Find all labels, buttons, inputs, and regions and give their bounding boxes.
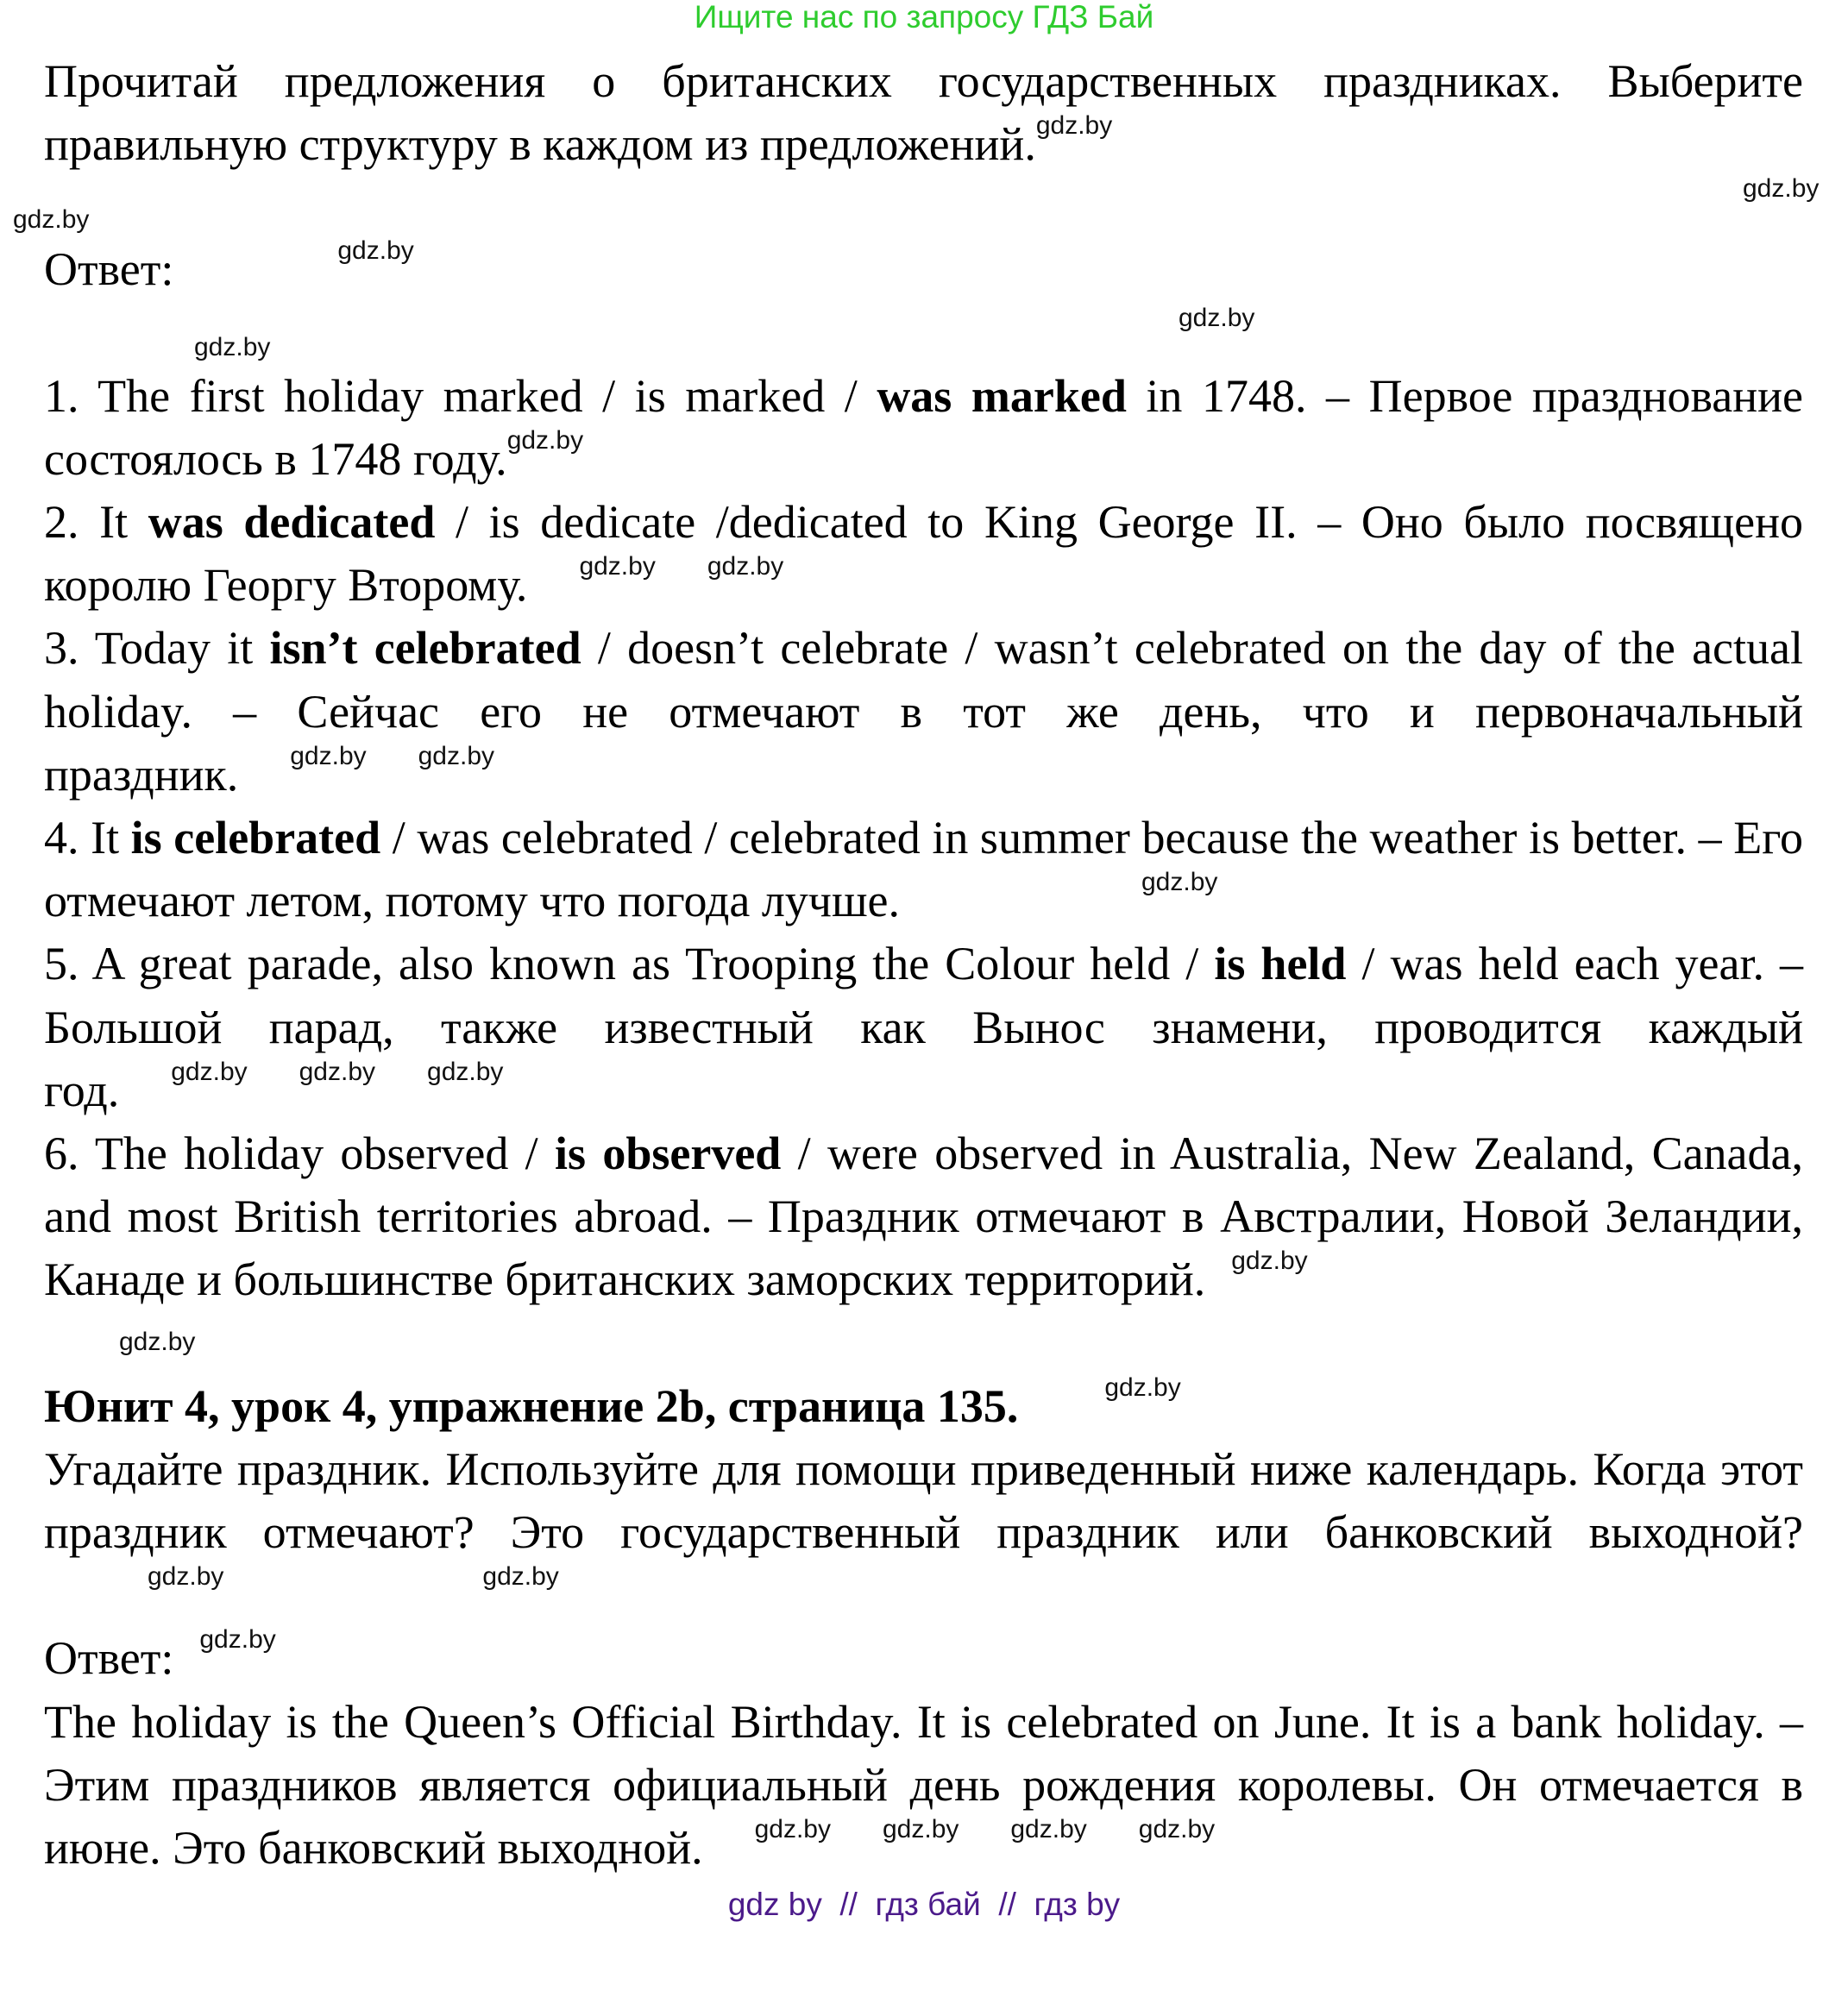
answer-item	[44, 1122, 1803, 1312]
item-text: 3. Today it	[44, 622, 270, 675]
task2-answer: The holiday is the Queen’s Official Birthday. It is celebrated on June. It is a bank holiday. – Этим праздников является официальный день рождения королевы. Он отмечается в июне. Это банковский выходной.	[44, 1695, 1803, 1875]
task1-answer-row	[44, 238, 1803, 301]
watermark: gdz.by	[148, 1562, 224, 1592]
item-text: 6. The holiday observed /	[44, 1127, 555, 1180]
item-correct: was dedicated	[148, 496, 436, 549]
item-text: 2. It	[44, 496, 148, 549]
item-text: / was celebrated / celebrated in summer because the weather is better. – Его отмечают летом, потому что погода лучше.	[44, 812, 1804, 927]
watermark: gdz.by	[579, 552, 656, 581]
page-content	[0, 50, 1820, 1880]
watermark: gdz.by	[290, 741, 367, 770]
watermark: gdz.by	[707, 552, 784, 581]
task2	[44, 1372, 1803, 1628]
watermark: gdz.by	[194, 332, 271, 361]
footer-links: gdz by // гдз бай // гдз by	[727, 1887, 1121, 1923]
watermark: gdz.by	[1104, 1372, 1181, 1402]
watermark: gdz.by	[1035, 111, 1113, 141]
watermark: gdz.by	[1179, 303, 1255, 332]
task2-answer-label: Ответ:	[44, 1632, 174, 1685]
task2-answer-row	[44, 1627, 1803, 1690]
watermark: gdz.by	[13, 205, 90, 235]
item-text: / were observed in Australia, New Zealand, Canada, and most British territories abroad. – Праздник отмечают в Австралии, Новой Зеландии, Канаде и большинстве британских заморских территорий.	[44, 1127, 1803, 1306]
task1-prompt-text: Прочитай предложения о британских государственных праздниках. Выберите правильную структуру в каждом из предложений.	[44, 55, 1803, 171]
search-banner: Ищите нас по запросу ГДЗ Бай	[694, 0, 1154, 35]
task2-prompt: Угадайте праздник. Используйте для помощи приведенный ниже календарь. Когда этот праздник отмечают? Это государственный праздник или банковский выходной?	[44, 1442, 1803, 1559]
task1-answer-label: Ответ:	[44, 243, 174, 296]
task1-answer-list	[44, 365, 1803, 1312]
watermark: gdz.by	[418, 741, 495, 770]
answer-item	[44, 365, 1803, 491]
item-text: 1. The first holiday marked / is marked /	[44, 369, 877, 422]
watermark: gdz.by	[754, 1815, 831, 1844]
task1-prompt	[44, 50, 1803, 176]
item-correct: was marked	[877, 369, 1127, 422]
item-text: 5. A great parade, also known as Trooping the Colour held /	[44, 938, 1215, 990]
watermark: gdz.by	[482, 1562, 559, 1592]
watermark: gdz.by	[199, 1625, 276, 1655]
item-text: / was held each year. – Большой парад, также известный как Вынос знамени, проводится каждый год.	[44, 938, 1804, 1116]
task2-heading: Юнит 4, урок 4, упражнение 2b, страница 135.	[44, 1379, 1019, 1432]
item-correct: is observed	[555, 1127, 782, 1180]
watermark: gdz.by	[337, 236, 414, 266]
item-text: 4. It	[44, 812, 131, 864]
watermark: gdz.by	[171, 1057, 248, 1086]
watermark-row	[13, 174, 1820, 238]
watermark: gdz.by	[427, 1057, 504, 1086]
watermark: gdz.by	[1010, 1815, 1087, 1844]
answer-item	[44, 807, 1803, 933]
item-correct: is held	[1214, 938, 1347, 990]
item-text: in 1748. – Первое празднование состоялось в 1748 году.	[44, 369, 1803, 485]
task2-prompt-paragraph	[44, 1438, 1803, 1628]
item-correct: isn’t celebrated	[269, 622, 581, 675]
task1-prompt-paragraph	[44, 50, 1803, 176]
task2-heading-row	[44, 1372, 1803, 1438]
watermark: gdz.by	[1141, 868, 1218, 897]
watermark-row	[44, 1312, 1803, 1375]
watermark: gdz.by	[119, 1327, 196, 1356]
item-text: / doesn’t celebrate / wasn’t celebrated on the day of the actual holiday. – Сейчас его не отмечают в тот же день, что и первоначальный праздник.	[44, 622, 1803, 801]
watermark: gdz.by	[1138, 1815, 1216, 1844]
watermark: gdz.by	[506, 425, 584, 455]
watermark: gdz.by	[299, 1057, 376, 1086]
task2-answer-block	[44, 1691, 1803, 1881]
watermark: gdz.by	[1743, 174, 1820, 204]
task2-answer-paragraph	[44, 1691, 1803, 1881]
answer-item	[44, 617, 1803, 807]
watermark-row	[44, 302, 1803, 365]
item-correct: is celebrated	[130, 812, 381, 864]
answer-item	[44, 933, 1803, 1122]
item-text: / is dedicate /dedicated to King George II. – Оно было посвящено королю Георгу Второму.	[44, 496, 1803, 612]
watermark: gdz.by	[1231, 1247, 1308, 1276]
answer-item	[44, 491, 1803, 617]
watermark: gdz.by	[882, 1815, 959, 1844]
